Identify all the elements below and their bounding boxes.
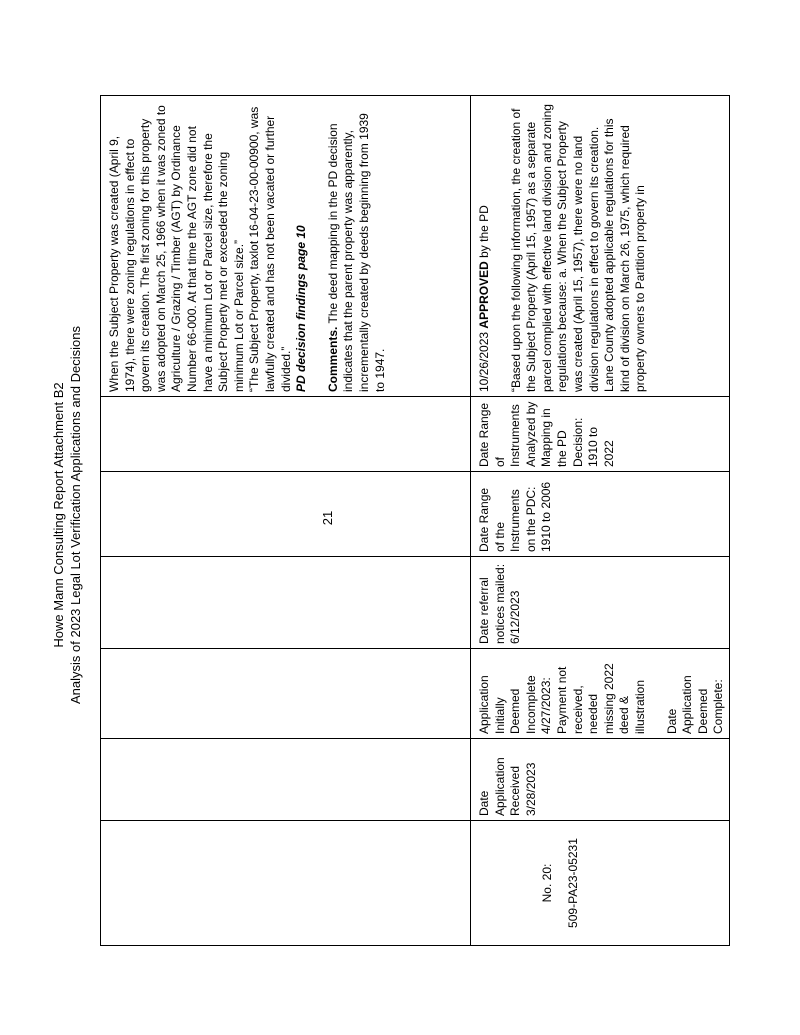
table-row bbox=[471, 95, 730, 945]
pdc-date-range: Date Range of the Instruments on the PDC: 1910 to 2006 bbox=[477, 481, 554, 552]
incomplete-note: Application Initially Deemed Incomplete 4/27/2023: Payment not received, needed missing 2022 deed & illustration bbox=[477, 662, 647, 734]
referral-date: Date referral notices mailed: 6/12/2023 bbox=[477, 563, 523, 644]
cell-mapping-range bbox=[471, 396, 730, 471]
decision-status: APPROVED bbox=[477, 260, 491, 329]
cell-received bbox=[101, 738, 471, 820]
comments-text: The deed mapping in the PD decision indicates that the parent property was apparently, incrementally created by deeds beginning from 1939 to 1947. bbox=[325, 112, 387, 392]
decision-date: 10/26/2023 bbox=[477, 328, 491, 392]
header-subtitle: Analysis of 2023 Legal Lot Verification Applications and Decisions bbox=[68, 325, 83, 704]
findings-quote-2: “The Subject Property, taxlot 16-04-23-00-00900, was lawfully created and has not been vacated or further divided.” bbox=[247, 106, 293, 392]
cell-completeness bbox=[471, 648, 730, 738]
cell-findings bbox=[101, 95, 471, 396]
mapping-date-range: Date Range of Instruments Analyzed by Mapping in the PD Decision: 1910 to 2022 bbox=[477, 401, 616, 467]
case-number: 509-PA23-05231 bbox=[565, 837, 580, 928]
cell-mapping-range bbox=[101, 396, 471, 471]
cell-referral bbox=[101, 556, 471, 648]
rotated-table-wrapper bbox=[100, 96, 726, 946]
table-row bbox=[101, 95, 471, 945]
case-number-label: No. 20: bbox=[540, 863, 554, 902]
findings-quote: “Based upon the following information, the creation of the Subject Property (April 15, 1957) as a separate parcel complied with effective land division and zoning regulations because: a. When the Subject Property was created (April 15, 1957), there were no land division regulations in effect to govern its creation. Lane County adopted applicable regulations for this kind of division on March 26, 1975, which required property owners to Partition property in bbox=[508, 103, 648, 392]
cell-referral bbox=[471, 556, 730, 648]
cell-received bbox=[471, 738, 730, 820]
date-received: Date Application Received 3/28/2023 bbox=[477, 756, 538, 816]
comments-label: Comments. bbox=[325, 326, 340, 392]
complete-note: Date Application Deemed Complete: bbox=[664, 674, 726, 734]
findings-comments bbox=[326, 100, 388, 392]
page-number: 21 bbox=[320, 510, 335, 525]
decision-line bbox=[477, 100, 493, 392]
legal-lot-table bbox=[100, 95, 730, 946]
cell-findings bbox=[471, 95, 730, 396]
cell-pdc-range bbox=[471, 471, 730, 556]
findings-source: PD decision findings page 10 bbox=[294, 224, 309, 392]
page-header bbox=[50, 15, 84, 1015]
cell-case-number bbox=[471, 820, 730, 945]
cell-case-number bbox=[101, 820, 471, 945]
findings-quote-1: When the Subject Property was created (April 9, 1974), there were zoning regulations in effect to govern its creation. The first zoning for this property was adopted on March 25, 1966 when it was zoned to Agriculture / Grazing / Timber (AGT) by Ordinance Number 66-000. At that time the AGT zone did not have a minimum Lot or Parcel size, therefore the Subject Property met or exceeded the zoning minimum Lot or Parcel size.” bbox=[107, 104, 246, 392]
cell-completeness bbox=[101, 648, 471, 738]
cell-pdc-range bbox=[101, 471, 471, 556]
header-title: Howe Mann Consulting Report Attachment B2 bbox=[51, 381, 66, 648]
decision-suffix: by the PD bbox=[477, 204, 491, 261]
